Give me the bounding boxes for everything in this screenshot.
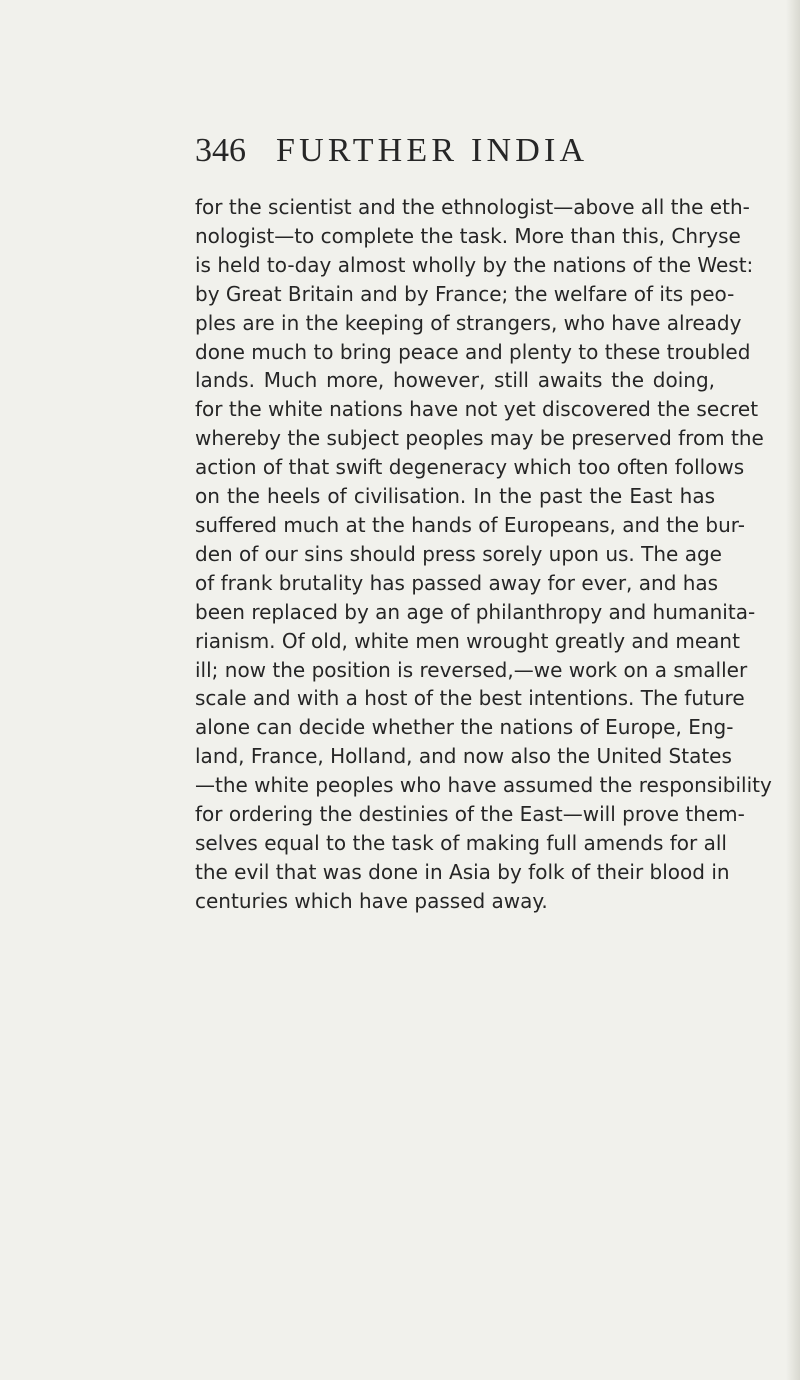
text-line: suffered much at the hands of Europeans, and the bur- xyxy=(195,512,745,537)
text-line: lands. Much more, however, still awaits the doing, xyxy=(195,368,715,393)
text-line: for the scientist and the ethnologist—above all the eth- xyxy=(195,195,750,219)
text-line: land, France, Holland, and now also the United States xyxy=(195,744,732,769)
text-line: den of our sins should press sorely upon us. The age xyxy=(195,541,722,566)
text-line: by Great Britain and by France; the welfare of its peo- xyxy=(195,281,735,306)
running-header xyxy=(195,132,715,180)
running-title: FURTHER INDIA xyxy=(276,132,589,169)
text-line: of frank brutality has passed away for ever, and has xyxy=(195,570,719,595)
text-line-last: centuries which have passed away. xyxy=(195,888,548,913)
text-line: —the white peoples who have assumed the responsibility xyxy=(195,773,772,798)
text-line: whereby the subject peoples may be preserved from the xyxy=(195,426,764,451)
text-line: selves equal to the task of making full amends for all xyxy=(195,830,727,855)
text-line: on the heels of civilisation. In the past the East has xyxy=(195,484,715,509)
text-line: nologist—to complete the task. More than this, Chryse xyxy=(195,223,741,248)
page-number: 346 xyxy=(195,132,246,169)
text-line: scale and with a host of the best intentions. The future xyxy=(195,686,745,711)
text-line: ill; now the position is reversed,—we work on a smaller xyxy=(195,657,748,682)
text-line: the evil that was done in Asia by folk of their blood in xyxy=(195,859,730,884)
text-line: rianism. Of old, white men wrought greatly and meant xyxy=(195,628,740,653)
text-line: alone can decide whether the nations of Europe, Eng- xyxy=(195,715,734,740)
text-line: for the white nations have not yet discovered the secret xyxy=(195,397,759,422)
text-line: been replaced by an age of philanthropy and humanita- xyxy=(195,599,756,624)
body-paragraph xyxy=(195,193,772,916)
text-line: ples are in the keeping of strangers, who have already xyxy=(195,310,742,335)
text-line: action of that swift degeneracy which too often follows xyxy=(195,455,745,480)
text-line: is held to-day almost wholly by the nations of the West: xyxy=(195,252,754,277)
text-line: done much to bring peace and plenty to these troubled xyxy=(195,339,751,364)
text-line: for ordering the destinies of the East—will prove them- xyxy=(195,802,745,827)
page-edge-shadow xyxy=(786,0,800,1380)
